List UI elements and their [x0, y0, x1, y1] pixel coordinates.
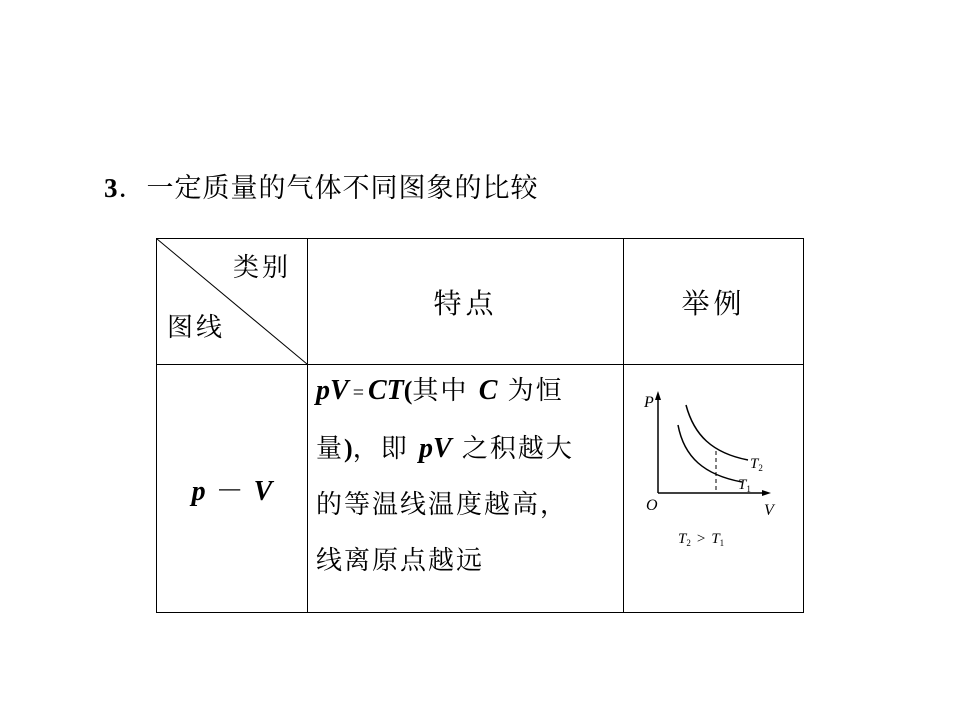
- temperature-relation: $T_2 > T_1$: [678, 531, 725, 548]
- row-label-separator: －: [215, 475, 244, 507]
- feature-text: ，即: [352, 434, 409, 464]
- corner-label-graph: 图线: [167, 313, 226, 343]
- feature-text: 其中: [412, 376, 469, 406]
- feature-text: 为恒: [507, 376, 564, 406]
- formula-equals: =: [352, 382, 364, 404]
- feature-text: 之积越大: [461, 434, 574, 464]
- paren-close: ): [344, 434, 353, 463]
- corner-label-category: 类别: [232, 253, 291, 283]
- axis-label-p: P: [644, 394, 654, 411]
- formula-pv: pV: [418, 433, 452, 464]
- feature-cell-pv: [308, 365, 624, 613]
- paren-open: (: [403, 376, 413, 405]
- table-header-row: [157, 239, 804, 365]
- row-label-pv: [157, 365, 308, 613]
- table-row-pv: [157, 365, 804, 613]
- section-number: 3: [104, 173, 119, 203]
- pv-isotherm-graph: [624, 365, 803, 612]
- feature-line-1: [308, 363, 623, 421]
- isotherm-t1: [678, 425, 742, 482]
- row-label-v: V: [253, 475, 273, 507]
- curve-label-t2: $T_2$: [750, 456, 763, 473]
- header-example: 举例: [624, 239, 804, 365]
- axis-label-v: V: [764, 502, 774, 519]
- formula-pv: pV: [316, 375, 349, 406]
- header-feature: 特点: [308, 239, 624, 365]
- y-axis-arrow: [655, 391, 661, 400]
- section-title: ．一定质量的气体不同图象的比较: [118, 173, 539, 204]
- feature-text: 量: [316, 434, 345, 464]
- curve-label-t1: $T_1$: [738, 477, 751, 494]
- isotherm-t2: [686, 405, 748, 460]
- corner-cell: [157, 239, 308, 365]
- formula-ct: CT: [367, 375, 404, 406]
- section-heading: [104, 166, 539, 205]
- comparison-table: [156, 238, 804, 613]
- feature-line-2: [308, 421, 623, 477]
- example-cell-pv: [624, 365, 804, 613]
- feature-line-4: 线离原点越远: [316, 546, 485, 576]
- origin-label: O: [646, 497, 658, 514]
- feature-line-3: 的等温线温度越高，: [316, 490, 569, 520]
- x-axis-arrow: [762, 490, 771, 496]
- row-label-p: p: [191, 475, 206, 507]
- formula-c: C: [478, 375, 498, 406]
